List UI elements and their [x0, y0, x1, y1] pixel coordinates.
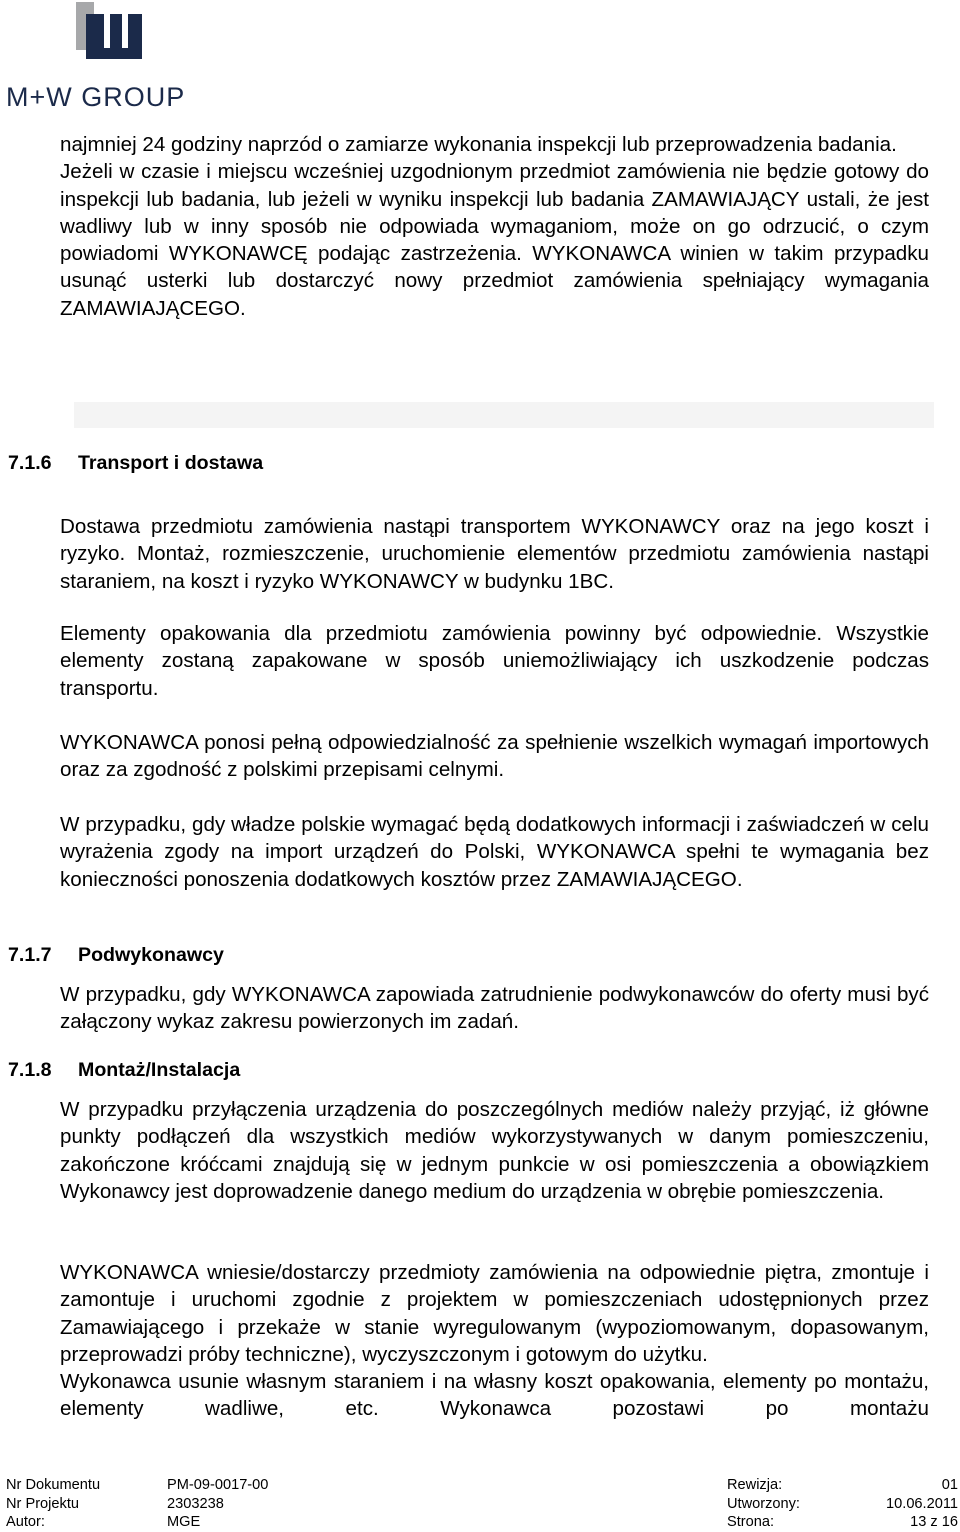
section-number: 7.1.7 [8, 944, 52, 966]
section-number: 7.1.6 [8, 452, 52, 474]
logo-wordmark: M+W GROUP [6, 82, 186, 112]
page-footer [6, 1476, 958, 1532]
footer-label: Nr Dokumentu [6, 1477, 101, 1493]
footer-label: Strona: [727, 1514, 775, 1530]
footer-label: Utworzony: [727, 1495, 800, 1512]
intro-block [60, 131, 929, 322]
paragraph: W przypadku, gdy władze polskie wymagać będą dodatkowych informacji i zaświadczeń w celu wyrażenia zgody na import urządzeń do Polski, WYKONAWCA spełni te wymagania bez konieczności ponoszenia dodatkowych kosztów przez ZAMAWIAJĄCEGO. [60, 813, 929, 891]
section-716-para-1 [60, 513, 929, 595]
footer-label: Autor: [6, 1514, 45, 1530]
section-716-para-4 [60, 811, 929, 893]
paragraph: WYKONAWCA wniesie/dostarczy przedmioty zamówienia na odpowiednie piętra, zmontuje i zamontuje i uruchomi zgodnie z projektem w pomieszczeniach udostępnionych przez Zamawiającego i przekaże w stanie wyregulowanym (wypoziomowanym, dopasowanym, przeprowadzi próby techniczne), wyczyszczonym i gotowym do użytku. [60, 1261, 929, 1366]
section-heading-716 [8, 452, 263, 475]
footer-label: Nr Projektu [6, 1495, 79, 1512]
paragraph: ZAMAWIAJĄCEGO. [60, 296, 246, 320]
paragraph: Elementy opakowania dla przedmiotu zamówienia powinny być odpowiednie. Wszystkie elementy zostaną zapakowane w sposób uniemożliwiający ich uszkodzenie podczas transportu. [60, 622, 929, 700]
paragraph: WYKONAWCA ponosi pełną odpowiedzialność za spełnienie wszelkich wymagań importowych oraz za zgodność z polskimi przepisami celnymi. [60, 731, 929, 782]
footer-value: MGE [167, 1514, 201, 1530]
logo-mark-icon [76, 2, 148, 64]
footer-row [6, 1495, 958, 1514]
footer-label: Rewizja: [727, 1477, 783, 1493]
paragraph: Jeżeli w czasie i miejscu wcześniej uzgodnionym przedmiot zamówienia nie będzie gotowy do inspekcji lub badania, lub jeżeli w wyniku inspekcji lub badania ZAMAWIAJĄCY ustali, że jest wadliwy lub w inny sposób nie odpowiada wymaganiom, może on go odrzucić, o czym powiadomi WYKONAWCĘ podając zastrzeżenia. WYKONAWCA winien w takim przypadku usunąć usterki lub dostarczyć nowy przedmiot zamówienia spełniający wymagania [60, 160, 929, 293]
section-title: Montaż/Instalacja [78, 1059, 241, 1081]
section-717-para [60, 981, 929, 1036]
footer-value: 01 [941, 1477, 958, 1493]
paragraph: W przypadku, gdy WYKONAWCA zapowiada zatrudnienie podwykonawców do oferty musi być załączony wykaz zakresu powierzonych im zadań. [60, 983, 929, 1034]
footer-row [6, 1476, 958, 1495]
shaded-band [74, 402, 934, 428]
paragraph: Wykonawca usunie własnym staraniem i na własny koszt opakowania, elementy po montażu, elementy wadliwe, etc. Wykonawca pozostawi po montażu [60, 1370, 929, 1421]
section-716-para-3 [60, 729, 929, 784]
section-heading-717 [8, 944, 224, 967]
paragraph: W przypadku przyłączenia urządzenia do poszczególnych mediów należy przyjąć, iż główne punkty podłączeń dla wszystkich mediów wykorzystywanych w danym pomieszczeniu, zakończone króćcami znajdują się w jednym punkcie w osi pomieszczenia a obowiązkiem Wykonawcy jest doprowadzenie danego medium do urządzenia w obrębie pomieszczenia. [60, 1098, 929, 1203]
section-heading-718 [8, 1059, 240, 1082]
section-716-para-2 [60, 620, 929, 702]
paragraph: najmniej 24 godziny naprzód o zamiarze wykonania inspekcji lub przeprowadzenia badania. [60, 133, 897, 156]
section-718-para-1 [60, 1096, 929, 1205]
footer-value: 2303238 [167, 1495, 224, 1512]
page-number: 13 z 16 [910, 1514, 958, 1530]
footer-row [6, 1513, 958, 1532]
section-718-para-2 [60, 1259, 929, 1423]
footer-value: 10.06.2011 [886, 1495, 958, 1512]
section-title: Transport i dostawa [78, 452, 264, 474]
footer-value: PM-09-0017-00 [167, 1477, 269, 1493]
company-logo [6, 2, 216, 110]
section-title: Podwykonawcy [78, 944, 224, 966]
paragraph: Dostawa przedmiotu zamówienia nastąpi transportem WYKONAWCY oraz na jego koszt i ryzyko. Montaż, rozmieszczenie, uruchomienie elementów przedmiotu zamówienia nastąpi staraniem, na koszt i ryzyko WYKONAWCY w budynku 1BC. [60, 515, 929, 593]
section-number: 7.1.8 [8, 1059, 52, 1081]
